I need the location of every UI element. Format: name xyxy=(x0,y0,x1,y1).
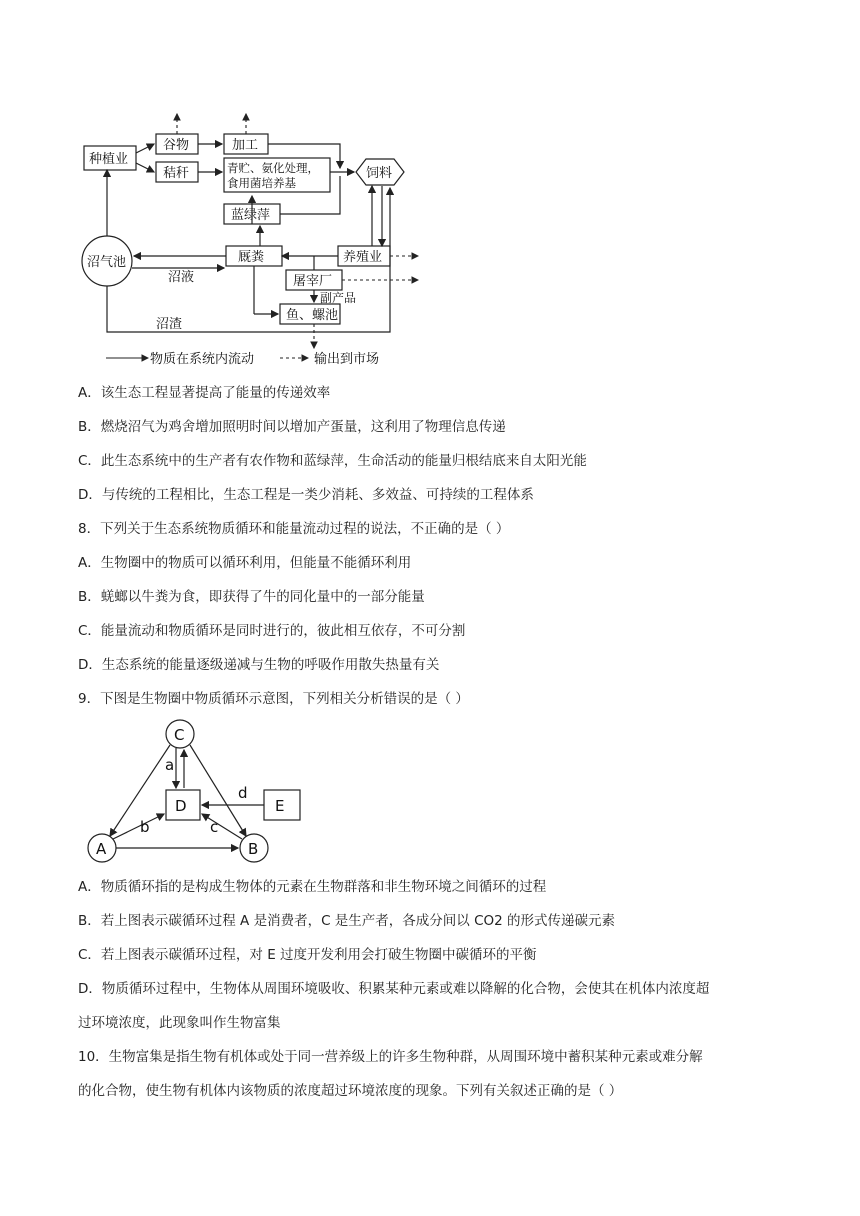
q8-option-b: B．蜣螂以牛粪为食，即获得了牛的同化量中的一部分能量 xyxy=(78,589,425,605)
node-feed: 饲料 xyxy=(366,166,393,181)
label-a: a xyxy=(165,756,175,774)
eco-engineering-diagram xyxy=(76,108,426,370)
node-e: E xyxy=(275,797,285,815)
node-byproduct: 副产品 xyxy=(320,291,357,305)
q9-option-a: A．物质循环指的是构成生物体的元素在生物群落和非生物环境之间循环的过程 xyxy=(78,879,547,895)
carbon-cycle-diagram xyxy=(82,718,304,866)
label-slurry: 沼液 xyxy=(168,270,195,285)
q8-option-d: D．生态系统的能量逐级递减与生物的呼吸作用散失热量有关 xyxy=(78,657,440,673)
q7-option-b: B．燃烧沼气为鸡舍增加照明时间以增加产蛋量，这利用了物理信息传递 xyxy=(78,419,506,435)
q8-option-c: C．能量流动和物质循环是同时进行的，彼此相互依存，不可分割 xyxy=(78,623,466,639)
q7-option-c: C．此生态系统中的生产者有农作物和蓝绿萍，生命活动的能量归根结底来自太阳光能 xyxy=(78,453,587,469)
q9-option-c: C．若上图表示碳循环过程，对 E 过度开发利用会打破生物圈中碳循环的平衡 xyxy=(78,947,537,963)
label-b: b xyxy=(140,818,150,836)
q9-option-d-line1: D．物质循环过程中，生物体从周围环境吸收、积累某种元素或难以降解的化合物，会使其在机体内浓度超 xyxy=(78,981,710,997)
node-planting: 种植业 xyxy=(89,152,129,167)
label-residue: 沼渣 xyxy=(156,317,183,332)
node-breeding: 养殖业 xyxy=(343,250,383,265)
node-azolla: 蓝绿萍 xyxy=(231,208,271,223)
q10-stem-line2: 的化合物，使生物有机体内该物质的浓度超过环境浓度的现象。下列有关叙述正确的是（ ） xyxy=(78,1083,623,1099)
node-grain: 谷物 xyxy=(163,138,190,153)
q9-option-b: B．若上图表示碳循环过程 A 是消费者，C 是生产者，各成分间以 CO2 的形式传递碳元素 xyxy=(78,913,616,929)
node-b: B xyxy=(248,840,259,858)
q8-stem: 8．下列关于生态系统物质循环和能量流动过程的说法，不正确的是（ ） xyxy=(78,521,510,537)
node-slaughter: 屠宰厂 xyxy=(293,274,333,289)
node-treatment-2: 食用菌培养基 xyxy=(227,176,296,190)
q9-option-d-line2: 过环境浓度，此现象叫作生物富集 xyxy=(78,1015,281,1031)
legend-market: 输出到市场 xyxy=(314,352,380,367)
node-d: D xyxy=(175,797,187,815)
label-c: c xyxy=(210,818,219,836)
node-biogas: 沼气池 xyxy=(87,255,127,270)
node-fishpond: 鱼、螺池 xyxy=(286,308,339,323)
node-manure: 厩粪 xyxy=(238,250,265,265)
node-treatment: 青贮、氨化处理， xyxy=(227,161,319,175)
q10-stem-line1: 10．生物富集是指生物有机体或处于同一营养级上的许多生物种群，从周围环境中蓄积某种元素或难分解 xyxy=(78,1049,703,1065)
q8-option-a: A．生物圈中的物质可以循环利用，但能量不能循环利用 xyxy=(78,555,412,571)
node-straw: 秸秆 xyxy=(163,166,190,181)
q7-option-d: D．与传统的工程相比，生态工程是一类少消耗、多效益、可持续的工程体系 xyxy=(78,487,534,503)
q9-stem: 9．下图是生物圈中物质循环示意图，下列相关分析错误的是（ ） xyxy=(78,691,469,707)
node-c: C xyxy=(174,726,185,744)
node-a: A xyxy=(96,840,107,858)
legend-internal: 物质在系统内流动 xyxy=(150,352,255,367)
node-processing: 加工 xyxy=(232,138,259,153)
q7-option-a: A．该生态工程显著提高了能量的传递效率 xyxy=(78,385,331,401)
label-d: d xyxy=(238,784,248,802)
